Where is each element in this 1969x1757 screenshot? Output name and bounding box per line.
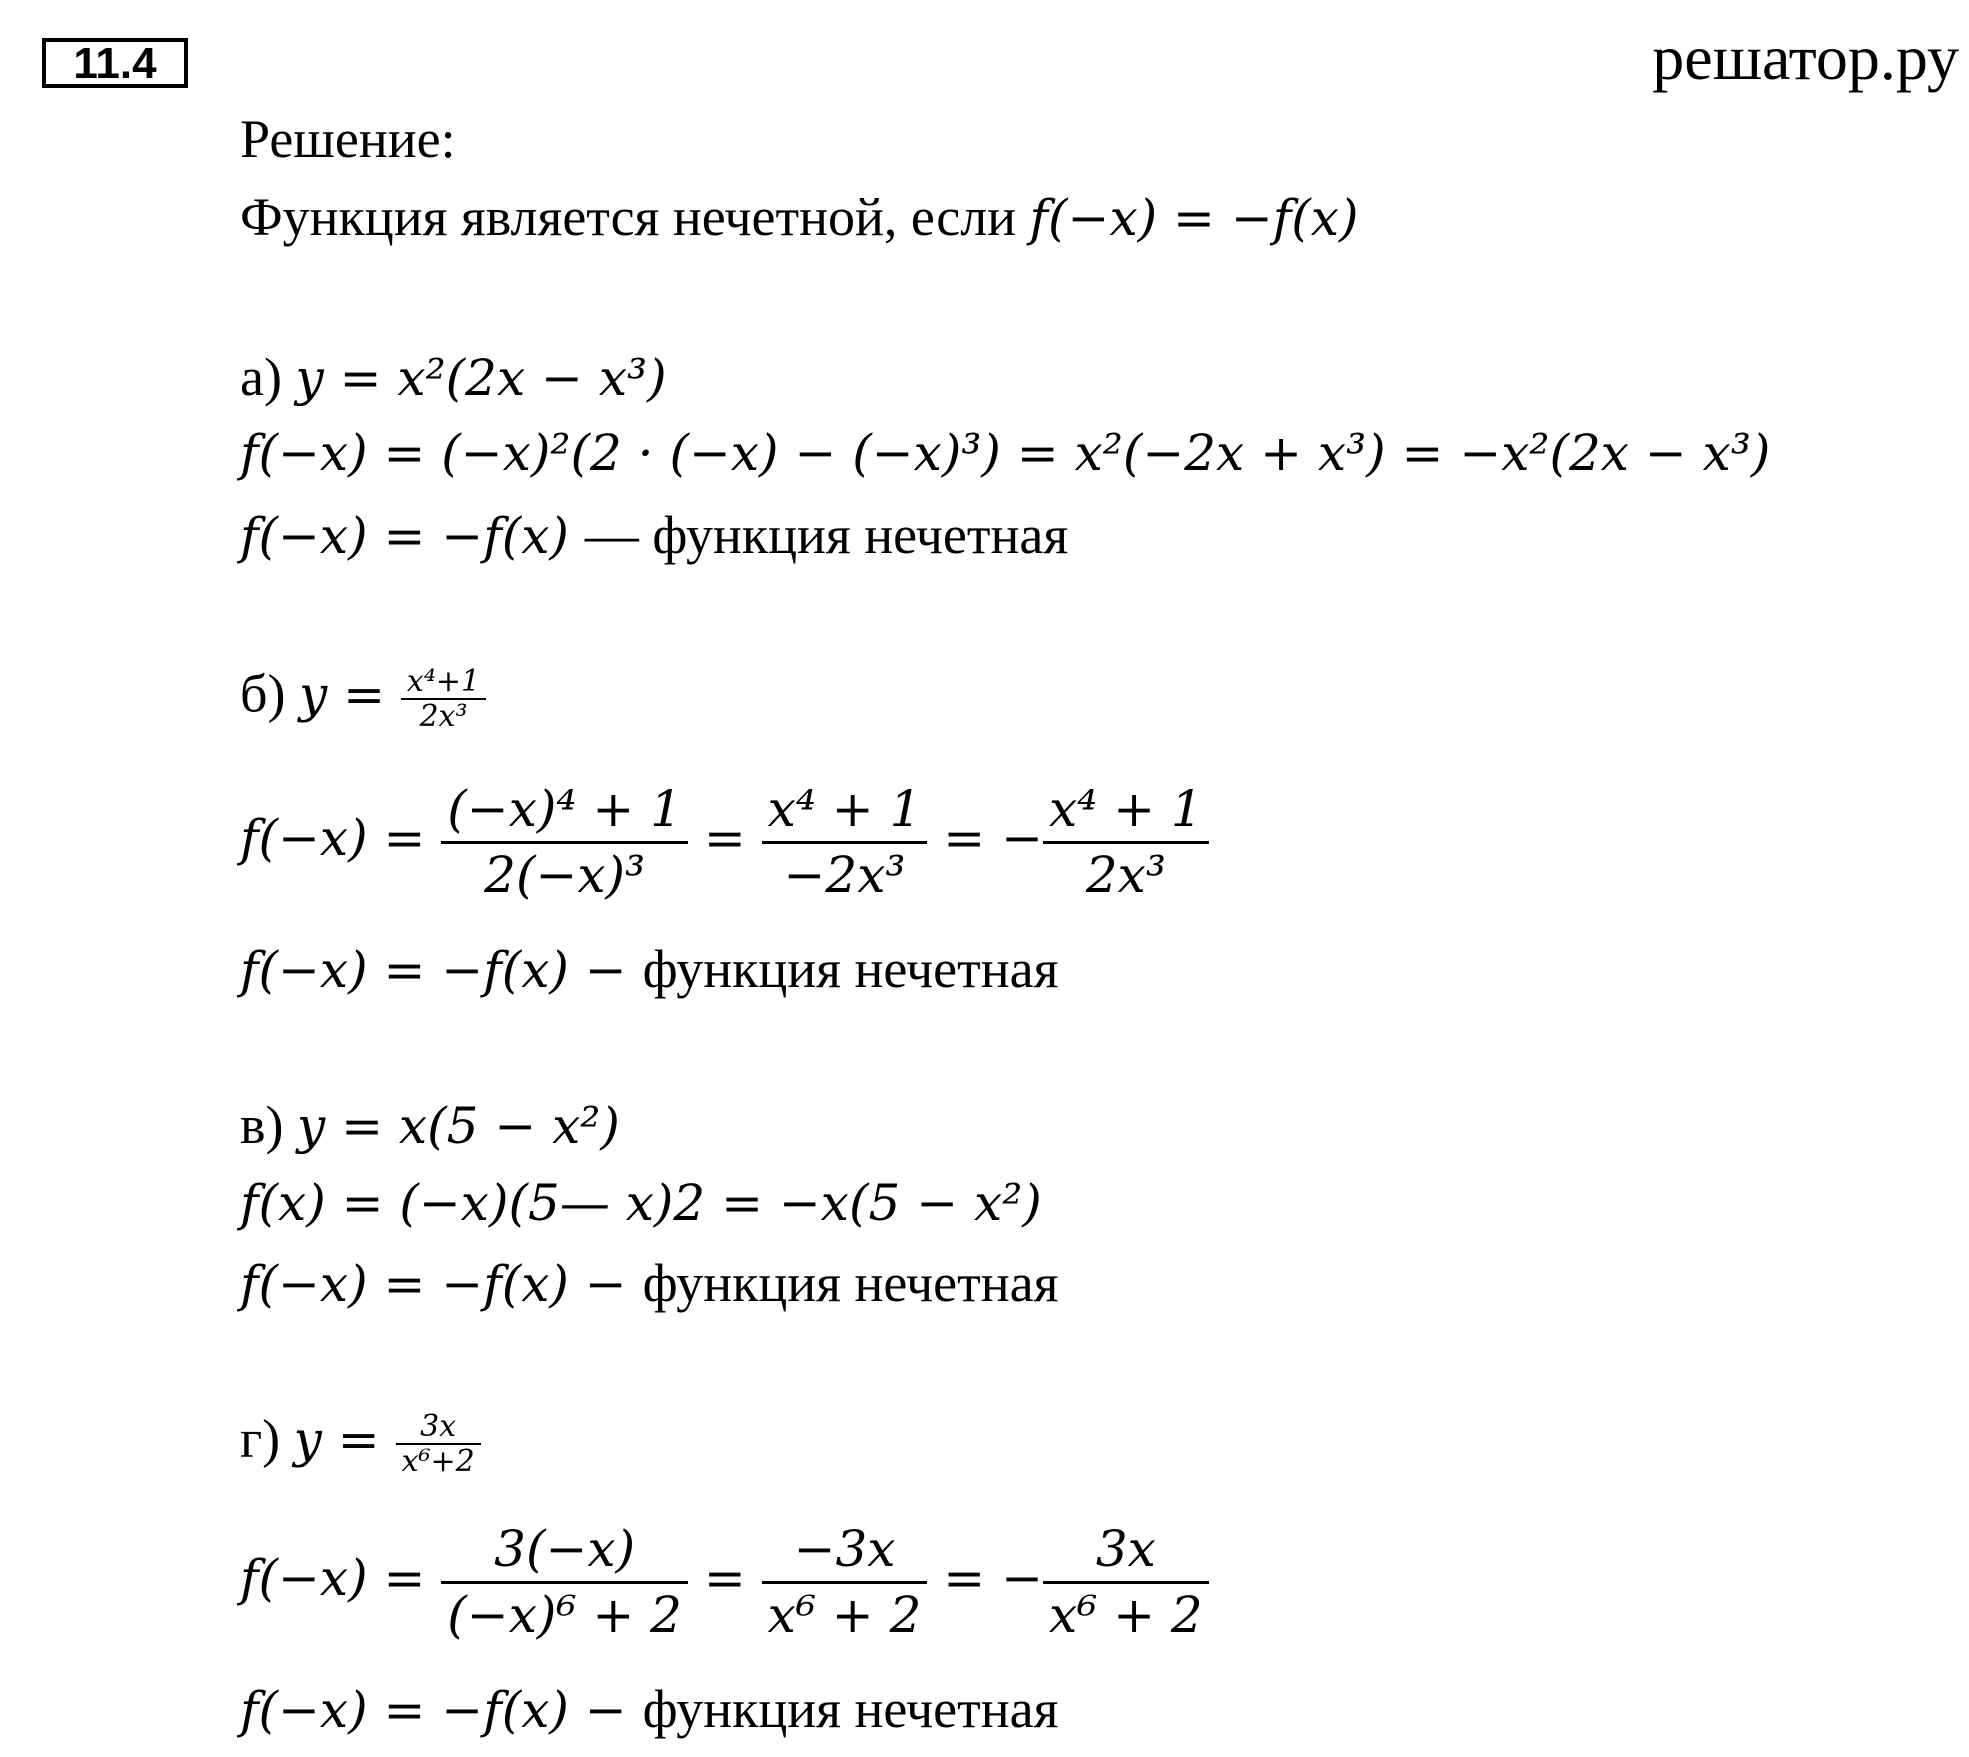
part-g-f3-denominator: x⁶ + 2	[1048, 1585, 1203, 1644]
part-g-eq-1: =	[687, 1549, 762, 1607]
part-g-f2-denominator: x⁶ + 2	[767, 1585, 922, 1644]
solution-label: Решение:	[240, 109, 456, 169]
part-b-f1-numerator: (−x)⁴ + 1	[441, 778, 688, 844]
part-b-f2-numerator: x⁴ + 1	[762, 778, 928, 844]
part-b-step	[240, 778, 1209, 906]
part-b-fraction-3	[1043, 778, 1209, 906]
part-b-f3-numerator: x⁴ + 1	[1043, 778, 1209, 844]
part-b-conclusion	[240, 939, 1059, 999]
part-g-f3-numerator: 3x	[1043, 1518, 1209, 1584]
part-a-step: f(−x) = (−x)²(2 · (−x) − (−x)³) = x²(−2x + x³) = −x²(2x − x³)	[240, 424, 1771, 482]
part-b-given	[240, 665, 486, 733]
part-v-given	[240, 1095, 620, 1155]
part-v-step: f(x) = (−x)(5— x)2 = −x(5 − x²)	[240, 1174, 1042, 1232]
part-b-fraction-2	[762, 778, 928, 906]
part-a-label: а)	[240, 347, 296, 407]
part-v-function: y = x(5 − x²)	[296, 1097, 620, 1155]
part-g-fraction-3	[1043, 1518, 1209, 1646]
part-a-conclusion-formula: f(−x) = −f(x)	[240, 507, 585, 565]
part-g-conclusion-formula: f(−x) = −f(x) −	[240, 1681, 643, 1739]
part-b-given-numerator: x⁴+1	[401, 665, 486, 700]
part-v-conclusion-formula: f(−x) = −f(x) −	[240, 1255, 643, 1313]
part-b-conclusion-text: функция нечетная	[642, 939, 1059, 999]
part-v-conclusion	[240, 1253, 1059, 1313]
part-g-conclusion	[240, 1679, 1059, 1739]
odd-function-definition	[240, 187, 1359, 247]
site-brand: решатор.ру	[1652, 22, 1959, 93]
definition-formula: f(−x) = −f(x)	[1029, 189, 1359, 247]
part-a-conclusion-text: — функция нечетная	[584, 505, 1069, 565]
part-g-conclusion-text: функция нечетная	[642, 1679, 1059, 1739]
part-g-eq-2: = −	[927, 1549, 1043, 1607]
part-g-f1-numerator: 3(−x)	[441, 1518, 688, 1584]
problem-number-box: 11.4	[42, 38, 188, 88]
part-b-given-denominator: 2x³	[419, 699, 468, 734]
part-g-f2-numerator: −3x	[762, 1518, 928, 1584]
part-b-step-lhs: f(−x) =	[240, 809, 442, 867]
part-b-f1-denominator: 2(−x)³	[484, 845, 646, 904]
part-g-label: г)	[240, 1408, 294, 1469]
part-g-step	[240, 1518, 1209, 1646]
part-a-given	[240, 347, 667, 407]
part-v-conclusion-text: функция нечетная	[642, 1253, 1059, 1313]
part-v-label: в)	[240, 1095, 297, 1155]
part-g-lhs: y =	[293, 1410, 396, 1469]
part-g-given	[240, 1410, 481, 1478]
part-b-fraction-1	[441, 778, 688, 906]
part-g-step-lhs: f(−x) =	[240, 1549, 442, 1607]
part-b-eq-2: = −	[927, 809, 1043, 867]
part-b-given-fraction	[401, 665, 486, 733]
part-b-label: б)	[240, 663, 299, 724]
part-a-conclusion	[240, 505, 1069, 565]
part-a-function: y = x²(2x − x³)	[295, 349, 667, 407]
part-b-f2-denominator: −2x³	[783, 845, 906, 904]
definition-text: Функция является нечетной, если	[240, 187, 1030, 247]
part-g-fraction-1	[441, 1518, 688, 1646]
part-g-fraction-2	[762, 1518, 928, 1646]
part-b-conclusion-formula: f(−x) = −f(x) −	[240, 941, 643, 999]
part-g-given-numerator: 3x	[396, 1410, 481, 1445]
part-b-f3-denominator: 2x³	[1085, 845, 1166, 904]
part-g-given-fraction	[396, 1410, 481, 1478]
part-g-f1-denominator: (−x)⁶ + 2	[447, 1585, 682, 1644]
part-b-eq-1: =	[687, 809, 762, 867]
part-g-given-denominator: x⁶+2	[401, 1444, 475, 1479]
part-b-lhs: y =	[298, 665, 401, 724]
